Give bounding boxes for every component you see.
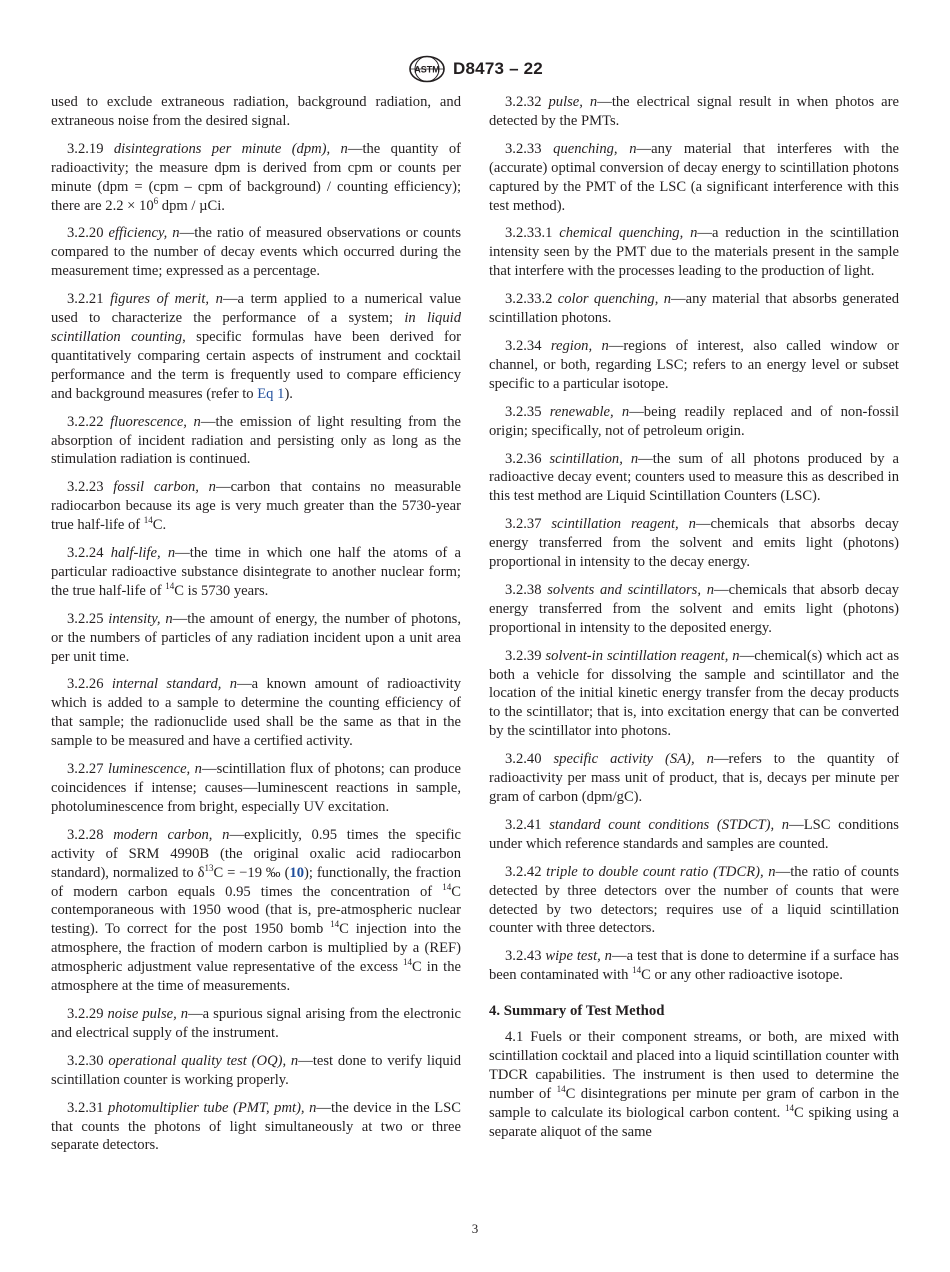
- page-number: 3: [471, 1221, 479, 1236]
- definition-3-2-42: 3.2.42 triple to double count ratio (TDCR), n—the ratio of counts detected by three detectors over the number of counts that were detected by two detectors; requires use of a liquid scintillation counter with three detectors.: [489, 863, 900, 937]
- definition-3-2-38: 3.2.38 solvents and scintillators, n—chemicals that absorb decay energy transferred from the solvent and emits light (photons) proportional in intensity to the deposited energy.: [489, 581, 900, 636]
- definition-3-2-34: 3.2.34 region, n—regions of interest, also called window or channel, or both, regarding LSC; refers to an energy level or subset specific to a particular isotope.: [489, 337, 900, 392]
- paragraph-continuation: used to exclude extraneous radiation, background radiation, and extraneous noise from the desired signal.: [51, 94, 461, 129]
- definition-3-2-33-1: 3.2.33.1 chemical quenching, n—a reduction in the scintillation intensity seen by the PMT due to the materials present in the sample that interfere with the processes leading to the production of light.: [489, 225, 899, 280]
- definition-3-2-23: 3.2.23 fossil carbon, n—carbon that contains no measurable radiocarbon because its age is very much greater than the 5730-year true half-life of $^{14}$C.: [51, 479, 462, 534]
- definition-3-2-36: 3.2.36 scintillation, n—the sum of all photons produced by a radioactive decay event; counters used to measure this as described in this test method are Liquid Scintillation Counters (LSC).: [489, 450, 900, 505]
- definition-3-2-31: 3.2.31 photomultiplier tube (PMT, pmt), n—the device in the LSC that counts the photons of light simultaneously at two or three separate detectors.: [51, 1099, 461, 1154]
- definition-3-2-24: 3.2.24 half-life, n—the time in which one half the atoms of a particular radioactive substance disintegrate to another nuclear form; the true half-life of $^{14}$C is 5730 years.: [51, 545, 461, 599]
- definition-3-2-29: 3.2.29 noise pulse, n—a spurious signal arising from the electronic and electrical supply of the instrument.: [51, 1005, 461, 1041]
- definition-3-2-27: 3.2.27 luminescence, n—scintillation flux of photons; can produce coincidences if intense; causes—luminescent reactions in sample, photoluminescence from bright, especially UV excitation.: [51, 761, 462, 815]
- definition-3-2-30: 3.2.30 operational quality test (OQ), n—test done to verify liquid scintillation counter is working properly.: [51, 1052, 461, 1088]
- section-heading: 4. Summary of Test Method: [489, 1003, 665, 1020]
- definition-3-2-22: 3.2.22 fluorescence, n—the emission of light resulting from the absorption of incident radiation and persisting only as long as the stimulation radiation is continued.: [51, 413, 461, 468]
- page-header: [0, 53, 950, 85]
- definition-3-2-26: 3.2.26 internal standard, n—a known amount of radioactivity which is added to a sample to determine the counting efficiency of that sample; the radionuclide used shall be the same as that in the sample to be measured and have a certified activity.: [51, 676, 461, 750]
- definition-3-2-19: 3.2.19 disintegrations per minute (dpm), n—the quantity of radioactivity; the measure dpm is derived from cpm or counts per minute (dpm = (cpm – cpm of background) / counting efficiency); there are $2.2 \times 10^6$ dpm / µCi.: [51, 140, 461, 214]
- definition-3-2-33-2: 3.2.33.2 color quenching, n—any material that absorbs generated scintillation photons.: [489, 291, 899, 327]
- definition-3-2-35: 3.2.35 renewable, n—being readily replaced and of non-fossil origin; specifically, not of petroleum origin.: [489, 403, 900, 439]
- definition-3-2-39: 3.2.39 solvent-in scintillation reagent, n—chemical(s) which act as both a vehicle for dissolving the sample and scintillator and the location of the initial kinetic energy transfer from the decay products to the scintillator; that is, into excitation energy that can be converted by the scintillator into photons.: [489, 647, 899, 740]
- paragraph-4-1: 4.1 Fuels or their component streams, or both, are mixed with scintillation cocktail and placed into a liquid scintillation counter with TDCR capabilities. The instrument is then used to determine the number of $^{14}$C disintegrations per minute per gram of carbon in the sample to calculate its biological carbon content. $^{14}$C spiking using a separate aliquot of the same: [489, 1029, 899, 1140]
- left-column: [51, 93, 461, 1164]
- document-designation: D8473 – 22: [453, 59, 543, 78]
- equation-link[interactable]: Eq 1: [257, 385, 285, 402]
- definition-3-2-33: 3.2.33 quenching, n—any material that interferes with the (accurate) optimal conversion of decay energy to scintillation photons captured by the PMT of the LSC (a significant interference with this test method).: [489, 140, 899, 214]
- definition-3-2-20: 3.2.20 efficiency, n—the ratio of measured observations or counts compared to the number of decay events which occurred during the measurement time; expressed as a percentage.: [51, 225, 461, 280]
- right-column: [489, 93, 899, 1151]
- astm-logo-icon: [407, 54, 447, 84]
- definition-3-2-37: 3.2.37 scintillation reagent, n—chemicals that absorbs decay energy transferred from the solvent and emits light (photons) proportional in intensity to the decay energy.: [489, 516, 899, 571]
- definition-3-2-32: 3.2.32 pulse, n—the electrical signal result in when photos are detected by the PMTs.: [489, 94, 899, 129]
- svg-text:ASTM: ASTM: [414, 64, 440, 75]
- definition-3-2-25: 3.2.25 intensity, n—the amount of energy, the number of photons, or the numbers of particles of any radiation incident upon a unit area per unit time.: [51, 610, 461, 665]
- definition-3-2-40: 3.2.40 specific activity (SA), n—refers to the quantity of radioactivity per mass unit of product, that is, decays per minute per gram of carbon (dpm/gC).: [489, 751, 899, 805]
- definition-3-2-28: 3.2.28 modern carbon, n—explicitly, 0.95 times the specific activity of SRM 4990B (the original oxalic acid radiocarbon standard), normalized to $\delta^{13}C = -19$ ‰ (10); functionally, the fraction of modern carbon equals 0.95 times the concentration of $^{14}$C contemporaneous with 1950 wood (that is, pre-atmospheric nuclear testing). To correct for the post 1950 bomb $^{14}$C injection into the atmosphere, the fraction of modern carbon is multiplied by a (REF) atmospheric adjustment value representative of the excess $^{14}$C in the atmosphere at the time of measurements.: [51, 826, 462, 995]
- definition-3-2-21: 3.2.21 figures of merit, n—a term applied to a numerical value used to characterize the performance of a system; in liquid scintillation counting, specific formulas have been derived for quantitatively comparing certain aspects of instrument and cocktail performance and the term is frequently used to compare efficiency and background measures (refer to Eq 1).: [51, 291, 462, 402]
- definition-3-2-43: 3.2.43 wipe test, n—a test that is done to determine if a surface has been contaminated with $^{14}$C or any other radioactive isotope.: [489, 948, 899, 984]
- reference-link[interactable]: 10: [289, 864, 305, 881]
- definition-3-2-41: 3.2.41 standard count conditions (STDCT), n—LSC conditions under which reference standards and samples are counted.: [489, 816, 899, 852]
